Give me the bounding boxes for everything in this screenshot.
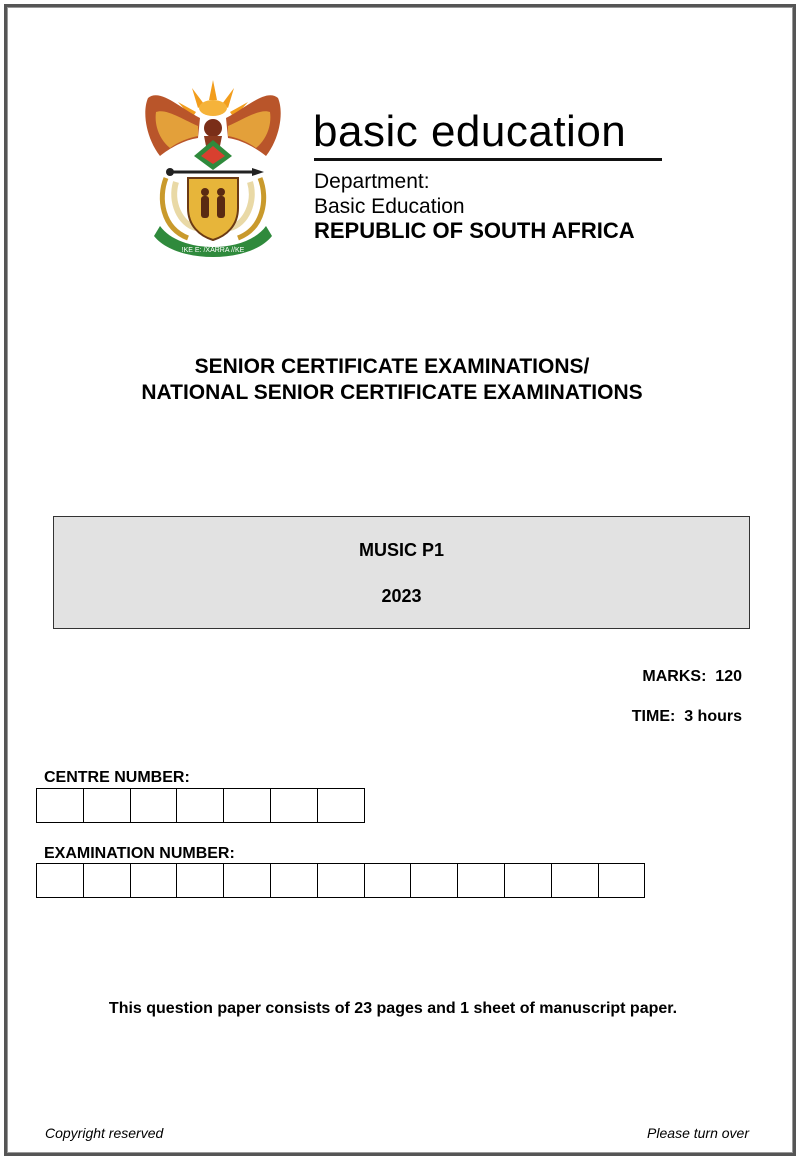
- brand-name: basic education: [313, 107, 627, 156]
- centre-number-grid: [36, 788, 365, 823]
- centre-number-cell[interactable]: [177, 789, 224, 823]
- examination-number-label: EXAMINATION NUMBER:: [44, 845, 235, 862]
- centre-number-cell[interactable]: [271, 789, 318, 823]
- examination-number-cell[interactable]: [131, 864, 178, 898]
- examination-number-cell[interactable]: [552, 864, 599, 898]
- page-count-note: This question paper consists of 23 pages and 1 sheet of manuscript paper.: [108, 1000, 678, 1017]
- examination-number-cell[interactable]: [84, 864, 131, 898]
- examination-number-cell[interactable]: [458, 864, 505, 898]
- subject-name: MUSIC P1: [358, 540, 445, 560]
- examination-number-cell[interactable]: [37, 864, 84, 898]
- brand-divider: [314, 158, 662, 161]
- department-label: Department:: [314, 170, 430, 193]
- examination-number-cell[interactable]: [505, 864, 552, 898]
- examination-number-cell[interactable]: [224, 864, 271, 898]
- examination-number-cell[interactable]: [177, 864, 224, 898]
- examination-number-cell[interactable]: [411, 864, 458, 898]
- time-label: TIME: 3 hours: [631, 708, 742, 725]
- marks-label: MARKS: 120: [642, 668, 742, 685]
- centre-number-cell[interactable]: [84, 789, 131, 823]
- country-name: REPUBLIC OF SOUTH AFRICA: [314, 218, 635, 243]
- exam-title-line-2: NATIONAL SENIOR CERTIFICATE EXAMINATIONS: [141, 381, 643, 404]
- examination-number-cell[interactable]: [365, 864, 412, 898]
- turn-over-footer: Please turn over: [647, 1125, 749, 1141]
- examination-number-cell[interactable]: [599, 864, 646, 898]
- examination-number-cell[interactable]: [271, 864, 318, 898]
- centre-number-label: CENTRE NUMBER:: [44, 769, 190, 786]
- exam-title-line-1: SENIOR CERTIFICATE EXAMINATIONS/: [194, 355, 590, 378]
- centre-number-cell[interactable]: [318, 789, 365, 823]
- crest-motto: !KE E: /XARRA //KE: [181, 247, 245, 254]
- subject-year: 2023: [381, 586, 422, 606]
- centre-number-cell[interactable]: [224, 789, 271, 823]
- department-name: Basic Education: [314, 195, 465, 218]
- subject-box: [53, 516, 750, 629]
- centre-number-cell[interactable]: [131, 789, 178, 823]
- centre-number-cell[interactable]: [37, 789, 84, 823]
- copyright-footer: Copyright reserved: [45, 1125, 164, 1141]
- coat-of-arms-icon: [140, 78, 286, 258]
- examination-number-cell[interactable]: [318, 864, 365, 898]
- examination-number-grid: [36, 863, 645, 898]
